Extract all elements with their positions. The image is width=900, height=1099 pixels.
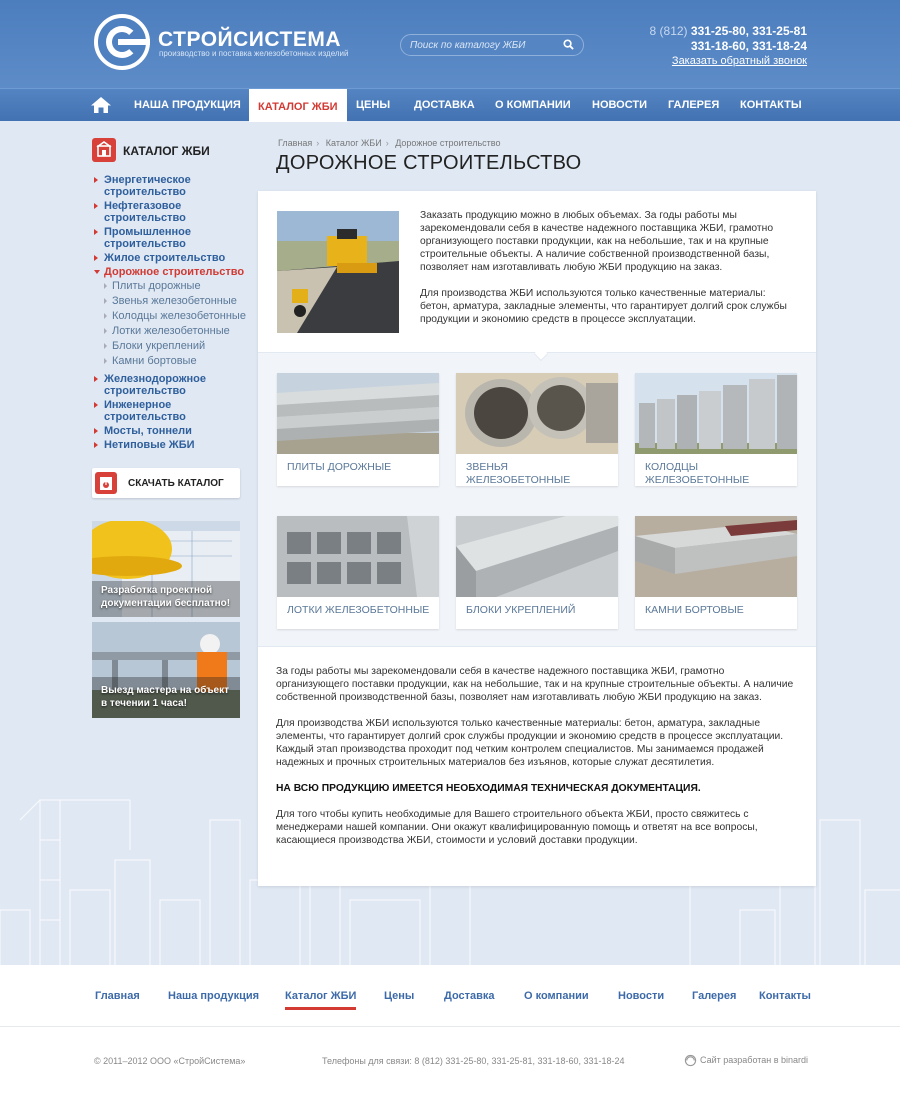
promo-master-text [101,684,229,710]
download-label: СКАЧАТЬ КАТАЛОГ [128,478,224,489]
catalog-subitem[interactable]: Плиты дорожные [92,280,252,292]
footer-link-catalog[interactable]: Каталог ЖБИ [285,990,356,1010]
road-plates-image [277,373,439,454]
nav-item-news[interactable]: НОВОСТИ [592,99,648,111]
concrete-trays-image [277,516,439,597]
footer-link-home[interactable]: Главная [95,990,140,1002]
product-label-trays: ЛОТКИ ЖЕЛЕЗОБЕТОННЫЕ [287,604,430,616]
catalog-subitem[interactable]: Камни бортовые [92,355,252,367]
catalog-menu-item[interactable]: Промышленное строительство [92,226,212,250]
logo-subtitle: производство и поставка железобетонных изделий [159,49,349,58]
catalog-icon [92,138,116,162]
footer-divider [0,1026,900,1027]
footer-phones: Телефоны для связи: 8 (812) 331-25-80, 331-25-81, 331-18-60, 331-18-24 [322,1056,625,1066]
nav-item-delivery[interactable]: ДОСТАВКА [414,99,475,111]
logo-icon[interactable] [94,14,150,70]
promo-master-line-2: в течении 1 часа! [101,698,187,709]
search-icon[interactable] [563,39,574,50]
breadcrumb-current: Дорожное строительство [395,138,501,148]
nav-item-contacts[interactable]: КОНТАКТЫ [740,99,802,111]
body-paragraph-1: За годы работы мы зарекомендовали себя в качестве надежного поставщика ЖБИ, грамотно организующего поставки продукции, как на небольшие, так и на крупные строительные объекты. А наличие собственной производственной базы, позволяет нам изготавливать любую ЖБИ продукцию на заказ. [276,666,794,703]
product-card-rings[interactable] [456,373,618,486]
product-label-plates: ПЛИТЫ ДОРОЖНЫЕ [287,461,392,473]
intro-paragraph-2: Для производства ЖБИ используются только качественные материалы: бетон, арматура, закладные элементы, что гарантирует долгий срок службы продукции и экономию средств в процессе эксплуатации. [420,288,787,325]
road-paving-image [277,211,399,333]
search-box [400,34,584,56]
developer-credit[interactable] [684,1054,808,1067]
developer-logo-icon [684,1054,697,1067]
catalog-menu-item[interactable]: Мосты, тоннели [92,425,252,437]
body-paragraph-2: Для производства ЖБИ используются только качественные материалы: бетон, арматура, закладные элементы, что гарантирует долгий срок службы продукции и экономию средств в процессе эксплуатации. Каждый этап производства проходит под четким контролем специалистов. Мы занимаемся продажей надежных и прочных строительных материалов без изъянов, которые служат десятилетия. [276,718,784,768]
site-header [0,0,900,88]
concrete-rings-image [456,373,618,454]
copyright: © 2011–2012 ООО «СтройСистема» [94,1056,246,1066]
breadcrumb: Главная › Каталог ЖБИ › Дорожное строительство [278,138,501,148]
concrete-wells-image [635,373,797,454]
main-nav [0,88,900,121]
catalog-subitem[interactable]: Блоки укреплений [92,340,252,352]
catalog-menu-item[interactable]: Инженерное строительство [92,399,252,423]
home-icon[interactable] [90,96,112,114]
download-icon [95,472,117,494]
promo-master-line-1: Выезд мастера на объект [101,685,230,696]
catalog-subitem[interactable]: Звенья железобетонные [92,295,252,307]
breadcrumb-home[interactable]: Главная [278,138,313,148]
catalog-subitem[interactable]: Колодцы железобетонные [92,310,252,322]
body-notice: НА ВСЮ ПРОДУКЦИЮ ИМЕЕТСЯ НЕОБХОДИМАЯ ТЕХНИЧЕСКАЯ ДОКУМЕНТАЦИЯ. [276,783,701,794]
search-input[interactable] [410,38,560,53]
catalog-menu-item[interactable]: Энергетическое строительство [92,174,212,198]
nav-item-prices[interactable]: ЦЕНЫ [356,99,391,111]
catalog-title: КАТАЛОГ ЖБИ [123,144,210,158]
footer-link-prices[interactable]: Цены [384,990,415,1002]
product-card-blocks[interactable] [456,516,618,629]
site-footer [0,965,900,1099]
curb-stones-image [635,516,797,597]
download-catalog-button[interactable] [92,468,240,498]
catalog-menu-item[interactable]: Жилое строительство [92,252,252,264]
intro-text [420,209,798,339]
nav-item-about[interactable]: О КОМПАНИИ [495,99,571,111]
promo-design-text [101,584,230,610]
callback-link[interactable]: Заказать обратный звонок [671,55,807,67]
phone-line-1: 331-25-80, 331-25-81 [690,24,807,38]
promo-master-banner[interactable] [92,622,240,718]
product-card-curbs[interactable] [635,516,797,629]
nav-item-products[interactable]: НАША ПРОДУКЦИЯ [134,99,241,111]
phone-code: 8 (812) [649,24,688,38]
promo-design-line-1: Разработка проектной [101,585,213,596]
catalog-menu-item[interactable]: Нефтегазовое строительство [92,200,212,224]
product-label-blocks: БЛОКИ УКРЕПЛЕНИЙ [466,604,576,616]
promo-design-banner[interactable] [92,521,240,617]
catalog-subitem[interactable]: Лотки железобетонные [92,325,252,337]
logo-title[interactable]: СТРОЙСИСТЕМА [158,28,342,51]
catalog-menu-item[interactable]: Нетиповые ЖБИ [92,439,252,451]
products-grid [258,352,816,647]
footer-link-news[interactable]: Новости [618,990,665,1002]
footer-link-products[interactable]: Наша продукция [168,990,260,1002]
product-label-rings: ЗВЕНЬЯ ЖЕЛЕЗОБЕТОННЫЕ [466,461,571,486]
content-panel [258,191,816,886]
developer-credit-text: Сайт разработан в binardi [700,1054,809,1065]
footer-link-gallery[interactable]: Галерея [692,990,737,1002]
nav-item-catalog[interactable]: КАТАЛОГ ЖБИ [249,89,347,122]
product-card-plates[interactable] [277,373,439,486]
phone-line-2: 331-18-60, 331-18-24 [690,39,807,53]
breadcrumb-catalog[interactable]: Каталог ЖБИ [325,138,382,148]
body-text [276,665,798,860]
product-card-trays[interactable] [277,516,439,629]
footer-link-about[interactable]: О компании [524,990,589,1002]
product-label-curbs: КАМНИ БОРТОВЫЕ [645,604,744,616]
intro-paragraph-1: Заказать продукцию можно в любых объемах. За годы работы мы зарекомендовали себя в качестве надежного поставщика ЖБИ, грамотно организующего поставки продукции, как на небольшие, так и на крупные строительные объекты. А наличие собственной производственной базы, позволяет нам изготавливать любую ЖБИ продукцию на заказ. [420,210,774,273]
catalog-menu-item[interactable]: Железнодорожное строительство [92,373,212,397]
page-title: ДОРОЖНОЕ СТРОИТЕЛЬСТВО [276,152,582,174]
nav-item-gallery[interactable]: ГАЛЕРЕЯ [668,99,720,111]
header-phones [650,24,807,54]
concrete-blocks-image [456,516,618,597]
footer-link-contacts[interactable]: Контакты [759,990,811,1002]
body-paragraph-4: Для того чтобы купить необходимые для Вашего строительного объекта ЖБИ, просто свяжитесь с менеджерами нашей компании. Они окажут квалифицированную помощь и ответят на все вопросы, касающиеся производства ЖБИ, стоимости и условий доставки продукции. [276,809,758,846]
catalog-menu [92,174,252,453]
product-card-wells[interactable] [635,373,797,486]
footer-link-delivery[interactable]: Доставка [444,990,495,1002]
product-label-wells: КОЛОДЦЫ ЖЕЛЕЗОБЕТОННЫЕ [645,461,750,486]
promo-design-line-2: документации бесплатно! [101,598,231,609]
catalog-menu-item[interactable]: Дорожное строительство [92,266,252,278]
